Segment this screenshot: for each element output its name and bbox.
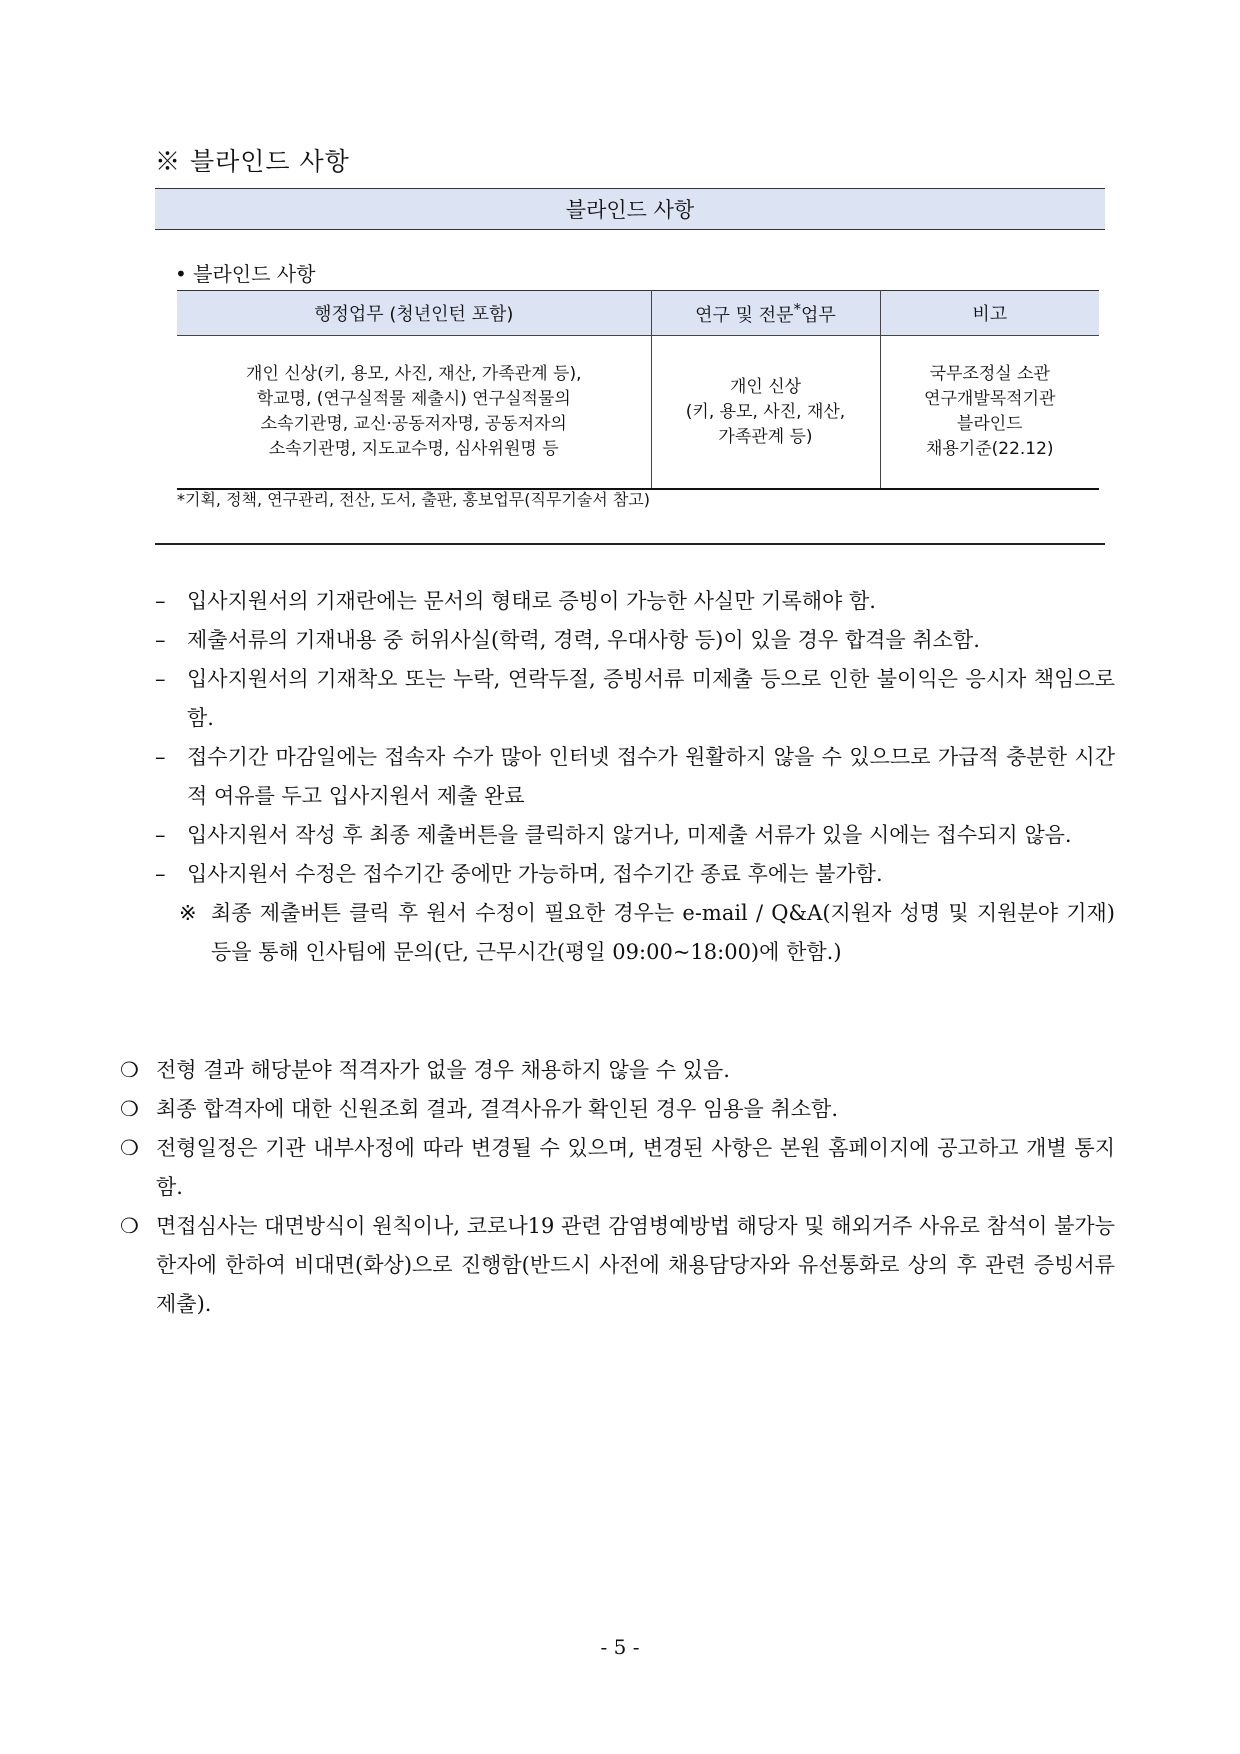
header-admin: 행정업무 (청년인턴 포함): [177, 291, 651, 336]
list-item: [155, 738, 1115, 816]
dash-marker: –: [155, 823, 166, 847]
list-item-text: 입사지원서의 기재착오 또는 누락, 연락두절, 증빙서류 미제출 등으로 인한 불이익은 응시자 책임으로 함.: [187, 667, 1115, 730]
list-item-text: 최종 합격자에 대한 신원조회 결과, 결격사유가 확인된 경우 임용을 취소함.: [156, 1097, 839, 1121]
blind-table: [177, 290, 1099, 490]
list-item-text: 면접심사는 대면방식이 원칙이나, 코로나19 관련 감염병예방법 해당자 및 해외거주 사유로 참석이 불가능한자에 한하여 비대면(화상)으로 진행함(반드시 사전에 채용담당자와 유선통화로 상의 후 관련 증빙서류 제출).: [156, 1214, 1115, 1316]
list-item: [155, 582, 1115, 621]
cell-line: 소속기관명, 지도교수명, 심사위원명 등: [268, 439, 559, 459]
table-header-row: [177, 291, 1099, 336]
cell-line: 연구개발목적기관: [924, 389, 1056, 409]
note-text: 최종 제출버튼 클릭 후 원서 수정이 필요한 경우는 e-mail / Q&A(지원자 성명 및 지원분야 기재) 등을 통해 인사팀에 문의(단, 근무시간(평일 09:00~18:00)에 한함.): [211, 901, 1115, 964]
cell-line: (키, 용모, 사진, 재산,: [685, 401, 846, 422]
note-marker: ※: [179, 901, 197, 925]
circle-marker: ❍: [120, 1214, 139, 1238]
list-item: [120, 1090, 1115, 1129]
list-item-text: 입사지원서 수정은 접수기간 중에만 가능하며, 접수기간 종료 후에는 불가함.: [187, 862, 883, 886]
cell-line: 학교명, (연구실적물 제출시) 연구실적물의: [256, 389, 571, 409]
cell-admin: [177, 336, 651, 490]
list-item-text: 전형일정은 기관 내부사정에 따라 변경될 수 있으며, 변경된 사항은 본원 홈페이지에 공고하고 개별 통지함.: [156, 1136, 1115, 1199]
cell-line: 가족관계 등): [718, 426, 813, 447]
dash-marker: –: [155, 862, 166, 886]
dash-marker: –: [155, 589, 166, 613]
banner-title: [155, 188, 1105, 230]
cell-remark: [880, 336, 1099, 490]
header-remark: 비고: [880, 291, 1099, 336]
list-item-text: 전형 결과 해당분야 적격자가 없을 경우 채용하지 않을 수 있음.: [156, 1058, 730, 1082]
circle-marker: ❍: [120, 1136, 139, 1160]
divider: [155, 543, 1105, 545]
table-row: [177, 336, 1099, 490]
cell-line: 국무조정실 소관: [929, 364, 1050, 384]
header-research-suffix: 업무: [801, 304, 836, 326]
list-item: [155, 855, 1115, 894]
banner-text: 블라인드 사항: [565, 198, 695, 222]
cell-line: 소속기관명, 교신·공동저자명, 공동저자의: [260, 414, 567, 434]
dash-marker: –: [155, 628, 166, 652]
cell-line: 블라인드: [956, 414, 1023, 434]
list-item: [120, 1129, 1115, 1207]
cell-research: [651, 336, 880, 490]
list-item: [120, 1207, 1115, 1324]
list-item-text: 제출서류의 기재내용 중 허위사실(학력, 경력, 우대사항 등)이 있을 경우 합격을 취소함.: [187, 628, 980, 652]
list-item: [155, 660, 1115, 738]
list-item-text: 입사지원서 작성 후 최종 제출버튼을 클릭하지 않거나, 미제출 서류가 있을 시에는 접수되지 않음.: [187, 823, 1072, 847]
dash-marker: –: [155, 667, 166, 691]
notice-list: [155, 582, 1115, 972]
table-subheading: • 블라인드 사항: [175, 262, 316, 286]
page-number: - 5 -: [600, 1635, 640, 1659]
circle-marker: ❍: [120, 1097, 139, 1121]
list-item: [155, 816, 1115, 855]
list-item: [120, 1051, 1115, 1090]
list-item: [155, 621, 1115, 660]
cell-line: 개인 신상: [729, 376, 802, 397]
note-item: [155, 894, 1115, 972]
table-footnote: *기획, 정책, 연구관리, 전산, 도서, 출판, 홍보업무(직무기술서 참고): [177, 490, 651, 509]
header-asterisk: *: [793, 299, 802, 318]
dash-marker: –: [155, 745, 166, 769]
cell-line: 개인 신상(키, 용모, 사진, 재산, 가족관계 등),: [246, 364, 582, 384]
cell-line: 채용기준(22.12): [925, 439, 1054, 459]
circle-marker: ❍: [120, 1058, 139, 1082]
section-heading: ※ 블라인드 사항: [155, 147, 350, 176]
policy-list: [120, 1051, 1115, 1324]
header-research-text: 연구 및 전문: [695, 304, 794, 326]
list-item-text: 접수기간 마감일에는 접속자 수가 많아 인터넷 접수가 원활하지 않을 수 있으므로 가급적 충분한 시간적 여유를 두고 입사지원서 제출 완료: [187, 745, 1115, 808]
list-item-text: 입사지원서의 기재란에는 문서의 형태로 증빙이 가능한 사실만 기록해야 함.: [187, 589, 876, 613]
header-research: [651, 291, 880, 336]
